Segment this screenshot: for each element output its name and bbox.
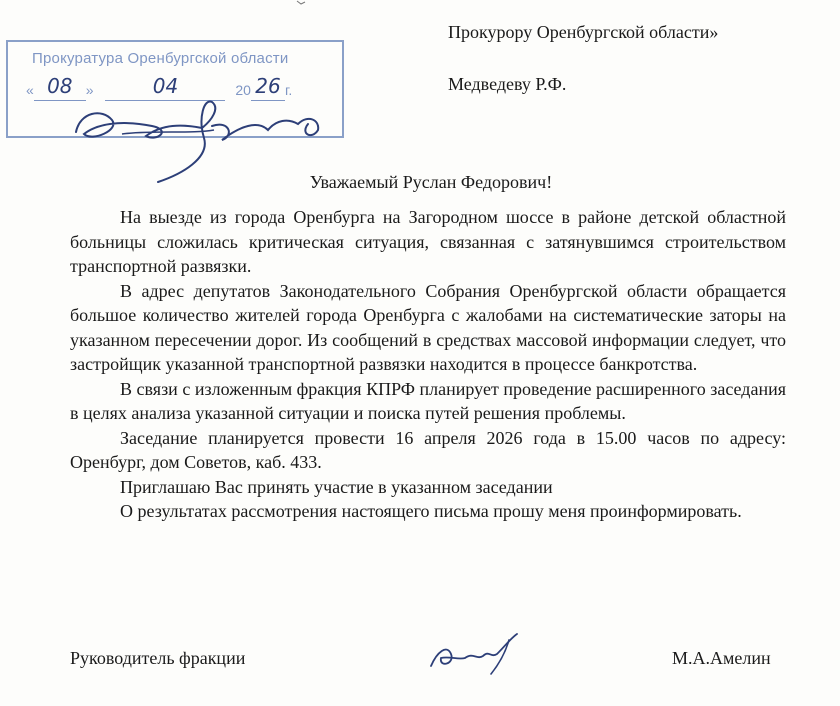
- paragraph: О результатах рассмотрения настоящего письма прошу меня проинформировать.: [120, 501, 742, 521]
- greeting: Уважаемый Руслан Федорович!: [309, 172, 553, 192]
- signatory-name: М.А.Амелин: [672, 648, 771, 668]
- addressee-line-2: Медведеву Р.Ф.: [448, 74, 567, 94]
- letter-body: [70, 205, 786, 524]
- stamp-month: 04: [152, 74, 179, 98]
- paragraph: На выезде из города Оренбурга на Загородном шоссе в районе детской областной больницы сложилась критическая ситуация, связанная с затянувшимся строительством транспортной развязки.: [70, 207, 786, 276]
- stamp-year-prefix: 20: [235, 82, 251, 98]
- stamp-org: Прокуратура Оренбургской области: [32, 50, 289, 67]
- paragraph: В связи с изложенным фракция КПРФ планирует проведение расширенного заседания в целях анализа указанной ситуации и поиска путей решения проблемы.: [70, 378, 786, 423]
- signatory-position: Руководитель фракции: [70, 648, 246, 668]
- stamp-quote-open: «: [26, 82, 34, 98]
- stamp-day: 08: [47, 74, 73, 98]
- stamp-year-suffix: 26: [255, 74, 281, 98]
- stamp-quote-close: »: [85, 82, 94, 98]
- addressee-line-1: Прокурору Оренбургской области»: [448, 22, 719, 42]
- paragraph: Заседание планируется провести 16 апреля 2026 года в 15.00 часов по адресу: Оренбург, дом Советов, каб. 433.: [70, 427, 786, 472]
- paragraph: В адрес депутатов Законодательного Собрания Оренбургской области обращается большое количество жителей города Оренбурга с жалобами на систематические заторы на указанном пересечении дорог. Из сообщений в средствах массовой информации следует, что застройщик указанной транспортной развязки находится в процессе банкротства.: [70, 280, 786, 374]
- signatory-signature: [425, 630, 525, 678]
- scan-mark: [296, 0, 306, 6]
- stamp-year-label: г.: [284, 82, 293, 98]
- paragraph: Приглашаю Вас принять участие в указанном заседании: [120, 476, 553, 497]
